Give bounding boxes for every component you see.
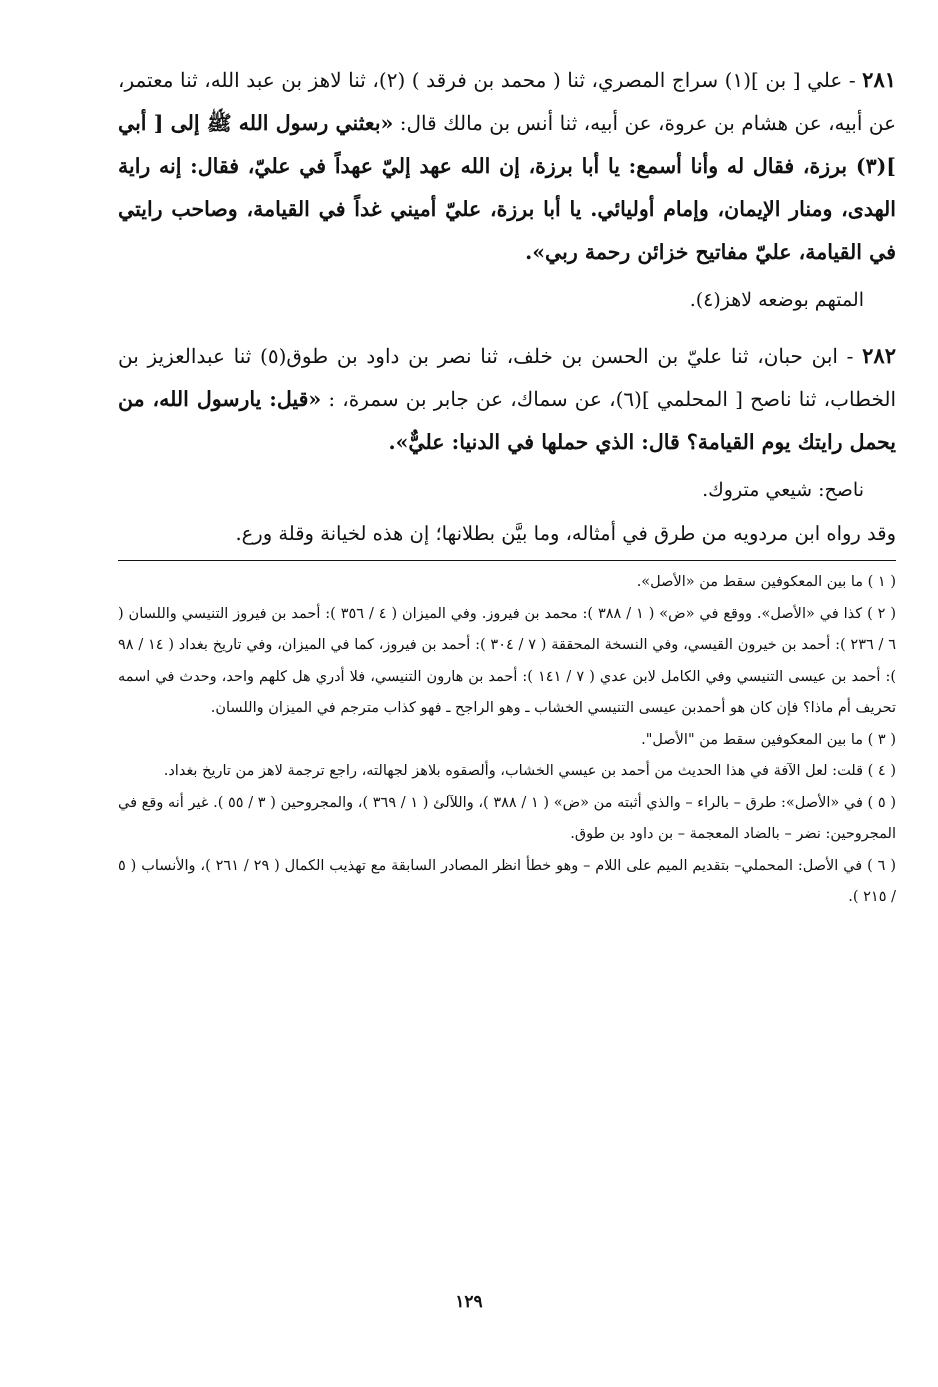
entry-number: ٢٨٢ [862, 343, 896, 368]
page-number: ١٢٩ [455, 1292, 483, 1312]
spacer [118, 320, 896, 334]
hadith-text: «بعثني رسول الله ﷺ إلى [ أبي ](٣) برزة، فقال له وأنا أسمع: يا أبا برزة، إن الله عهد إليّ عهداً في عليّ، فقال: إنه راية الهدى، ومنار الإيمان، وإمام أوليائي. يا أبا برزة، عليّ أميني غداً في القيامة، وصاحب رايتي في القيامة، عليّ مفاتيح خزائن رحمة ربي». [118, 111, 896, 264]
footnote: ( ١ ) ما بين المعكوفين سقط من «الأصل». [636, 574, 896, 590]
entry-281 [118, 58, 896, 274]
closing-remark: وقد رواه ابن مردويه من طرق في أمثاله، وما بيَّن بطلانها؛ إن هذه لخيانة وقلة ورع. [118, 514, 896, 561]
entry-282 [118, 334, 896, 464]
footnote: ( ٢ ) كذا في «الأصل». ووقع في «ض» ( ١ / ٣٨٨ ): محمد بن فيروز. وفي الميزان ( ٤ / ٣٥٦ ): أحمد بن فيروز التنيسي واللسان ( ٦ / ٢٣٦ ): أحمد بن خيرون القيسي، وفي النسخة المحققة ( ٧ / ٣٠٤ ): أحمد بن فيروز، كما في الميزان، وفي تاريخ بغداد ( ١٤ / ٩٨ ): أحمد بن عيسى التنيسي وفي الكامل لابن عدي ( ٧ / ١٤١ ): أحمد بن هارون التنيسي، فلا أدري هل كلهم واحد، وحدث في اسمه تحريف أم ماذا؟ فإن كان هو أحمدبن عيسى التنيسي الخشاب ـ وهو الراجح ـ فهو كذاب مترجم في الميزان واللسان. [118, 605, 896, 716]
entry-number: ٢٨١ [862, 67, 896, 92]
footnote: ( ٦ ) في الأصل: المحملي– بتقديم الميم على اللام – وهو خطأ انظر المصادر السابقة مع تهذيب الكمال ( ٢٩ / ٢٦١ )، والأنساب ( ٥ / ٢١٥ ). [118, 857, 896, 905]
isnad-text: - ابن حبان، ثنا عليّ بن الحسن بن خلف، ثنا نصر بن داود بن طوق(٥) ثنا عبدالعزيز بن الخطاب، ثنا ناصح [ المحلمي ](٦)، عن سماك، عن جابر بن سمرة، : [118, 344, 896, 411]
footnote: ( ٣ ) ما بين المعكوفين سقط من "الأصل". [641, 731, 896, 748]
footnotes [118, 567, 896, 914]
hadith-text: «قيل: يارسول الله، من يحمل رايتك يوم القيامة؟ قال: الذي حملها في الدنيا: عليٌّ». [118, 387, 896, 454]
entry-note: ناصح: شيعي متروك. [702, 479, 864, 501]
footnote: ( ٥ ) في «الأصل»: طرق – بالراء – والذي أثبته من «ض» ( ١ / ٣٨٨ )، واللآلئ ( ١ / ٣٦٩ )، والمجروحين ( ٣ / ٥٥ ). غير أنه وقع في المجروحين: نضر – بالضاد المعجمة – بن داود بن طوق. [118, 794, 896, 842]
entry-note: المتهم بوضعه لاهز(٤). [689, 289, 864, 311]
page-body [118, 58, 896, 1358]
isnad-text: - علي [ بن ](١) سراج المصري، ثنا ( محمد بن فرقد ) (٢)، ثنا لاهز بن عبد الله، ثنا معتمر، عن أبيه، عن هشام بن عروة، عن أبيه، ثنا أنس بن مالك قال: [118, 68, 896, 135]
footnote: ( ٤ ) قلت: لعل الآفة في هذا الحديث من أحمد بن عيسي الخشاب، وألصقوه بلاهز لجهالته، راجع ترجمة لاهز من تاريخ بغداد. [163, 763, 896, 779]
